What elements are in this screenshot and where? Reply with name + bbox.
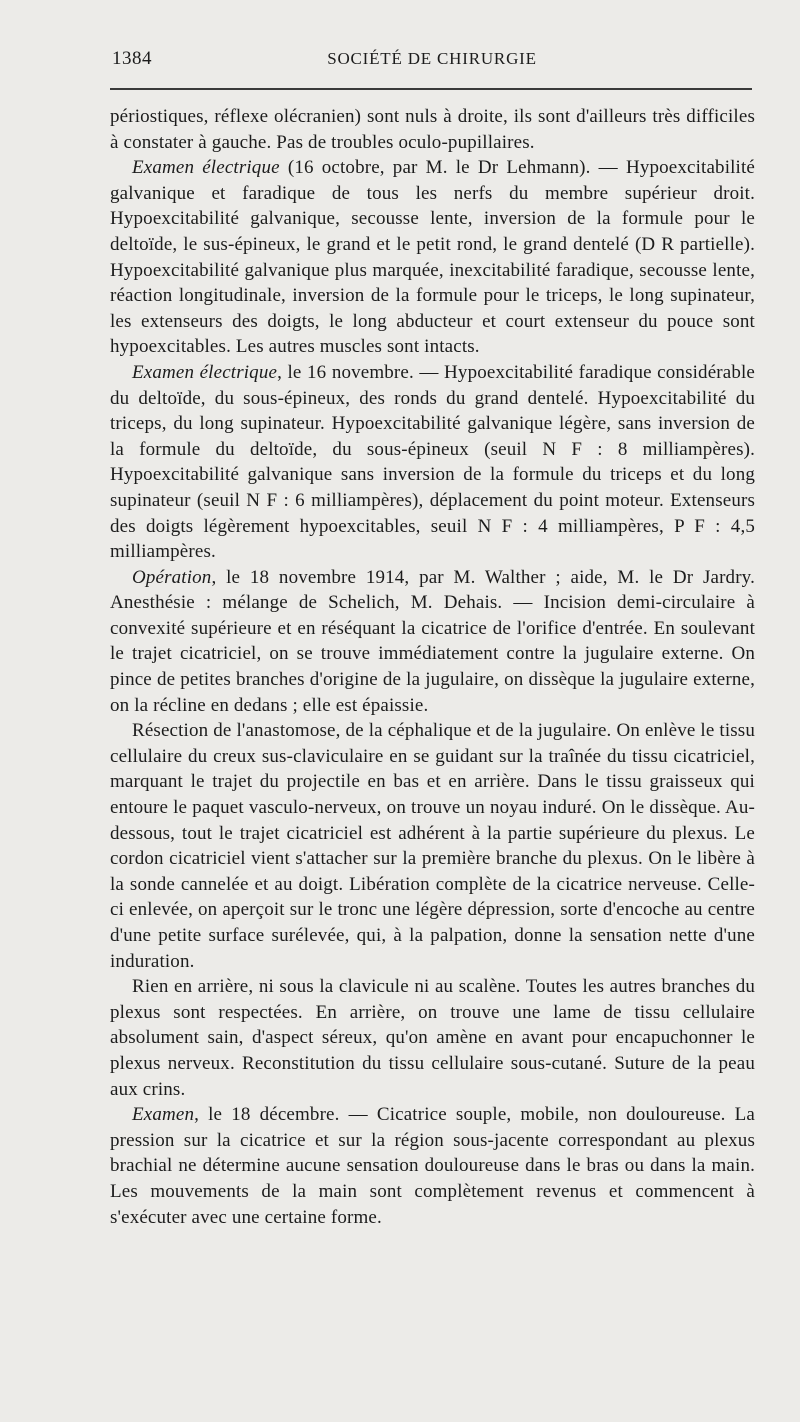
paragraph-examen-electrique-2 xyxy=(110,360,755,565)
running-title: SOCIÉTÉ DE CHIRURGIE xyxy=(327,49,537,68)
paragraph-text: Rien en arrière, ni sous la clavicule ni au scalène. Toutes les autres branches du plexus sont respectées. En arrière, on trouve une lame de tissu cellulaire absolument sain, d'aspect séreux, qu'on amène en avant pour encapuchonner le plexus nerveux. Reconstitution du tissu cellulaire sous-cutané. Suture de la peau aux crins. xyxy=(110,976,755,1100)
paragraph-text: périostiques, réflexe olécranien) sont nuls à droite, ils sont d'ailleurs très difficiles à constater à gauche. Pas de troubles oculo-pupillaires. xyxy=(110,106,755,153)
page-header xyxy=(112,48,752,78)
paragraph-continuation xyxy=(110,104,755,155)
paragraph-text: (16 octobre, par M. le Dr Lehmann). — Hypoexcitabilité galvanique et faradique de tous les nerfs du membre supérieur droit. Hypoexcitabilité galvanique, secousse lente, inversion de la formule pour le deltoïde, le sus-épineux, le grand et le petit rond, le grand dentelé (D R partielle). Hypoexcitabilité galvanique plus marquée, inexcitabilité faradique, secousse lente, réaction longitudinale, inversion de la formule pour le triceps, le long supinateur, les extenseurs des doigts, le long abducteur et court extenseur du pouce sont hypoexcitables. Les autres muscles sont intacts. xyxy=(110,157,755,358)
paragraph-examen-electrique-1 xyxy=(110,155,755,360)
paragraph-text: Résection de l'anastomose, de la céphalique et de la jugulaire. On enlève le tissu cellulaire du creux sus-claviculaire en se guidant sur la traînée du tissu cicatriciel, marquant le trajet du projectile en bas et en arrière. Dans le tissu graisseux qui entoure le paquet vasculo-nerveux, on trouve un noyau induré. On le dissèque. Au-dessous, tout le trajet cicatriciel est adhérent à la partie supérieure du plexus. Le cordon cicatriciel vient s'attacher sur la première branche du plexus. On le libère à la sonde cannelée et au doigt. Libération complète de la cicatrice nerveuse. Celle-ci enlevée, on aperçoit sur le tronc une légère dépression, sorte d'encoche au centre d'une petite surface surélevée, qui, à la palpation, donne la sensation nette d'une induration. xyxy=(110,720,755,972)
body-text xyxy=(110,104,755,1230)
paragraph-rien-en-arriere xyxy=(110,974,755,1102)
page-number: 1384 xyxy=(112,48,152,69)
paragraph-lead: Opération xyxy=(132,566,212,588)
paragraph-operation xyxy=(110,565,755,719)
paragraph-text: , le 16 novembre. — Hypoexcitabilité faradique considérable du deltoïde, du sous-épineux, des ronds du grand dentelé. Hypoexcitabilité du triceps, du long supinateur. Hypoexcitabilité galvanique légère, sans inversion de la formule du deltoïde, du sous-épineux (seuil N F : 8 milliampères). Hypoexcitabilité galvanique sans inversion de la formule du triceps et du long supinateur (seuil N F : 6 milliampères), déplacement du point moteur. Extenseurs des doigts légèrement hypoexcitables, seuil N F : 4 milliampères, P F : 4,5 milliampères. xyxy=(110,361,755,563)
paragraph-text: , le 18 novembre 1914, par M. Walther ; aide, M. le Dr Jardry. Anesthésie : mélange de Schelich, M. Dehais. — Incision demi-circulaire à convexité supérieure et en réséquant la cicatrice de l'orifice d'entrée. En soulevant le trajet cicatriciel, on se trouve immédiatement contre la jugulaire externe. On pince de petites branches d'origine de la jugulaire, on dissèque la jugulaire externe, on la récline en dedans ; elle est épaissie. xyxy=(110,566,755,716)
paragraph-resection xyxy=(110,718,755,974)
header-rule xyxy=(110,88,752,90)
paragraph-lead: Examen xyxy=(132,1104,195,1126)
paragraph-text: , le 18 décembre. — Cicatrice souple, mobile, non douloureuse. La pression sur la cicatrice et sur la région sous-jacente correspondant au plexus brachial ne détermine aucune sensation douloureuse dans le bras ou dans la main. Les mouvements de la main sont complètement revenus et commencent à s'exécuter avec une certaine forme. xyxy=(110,1104,755,1228)
paragraph-lead: Examen électrique xyxy=(132,157,280,179)
paragraph-examen-final xyxy=(110,1102,755,1230)
paragraph-lead: Examen électrique xyxy=(132,361,278,383)
